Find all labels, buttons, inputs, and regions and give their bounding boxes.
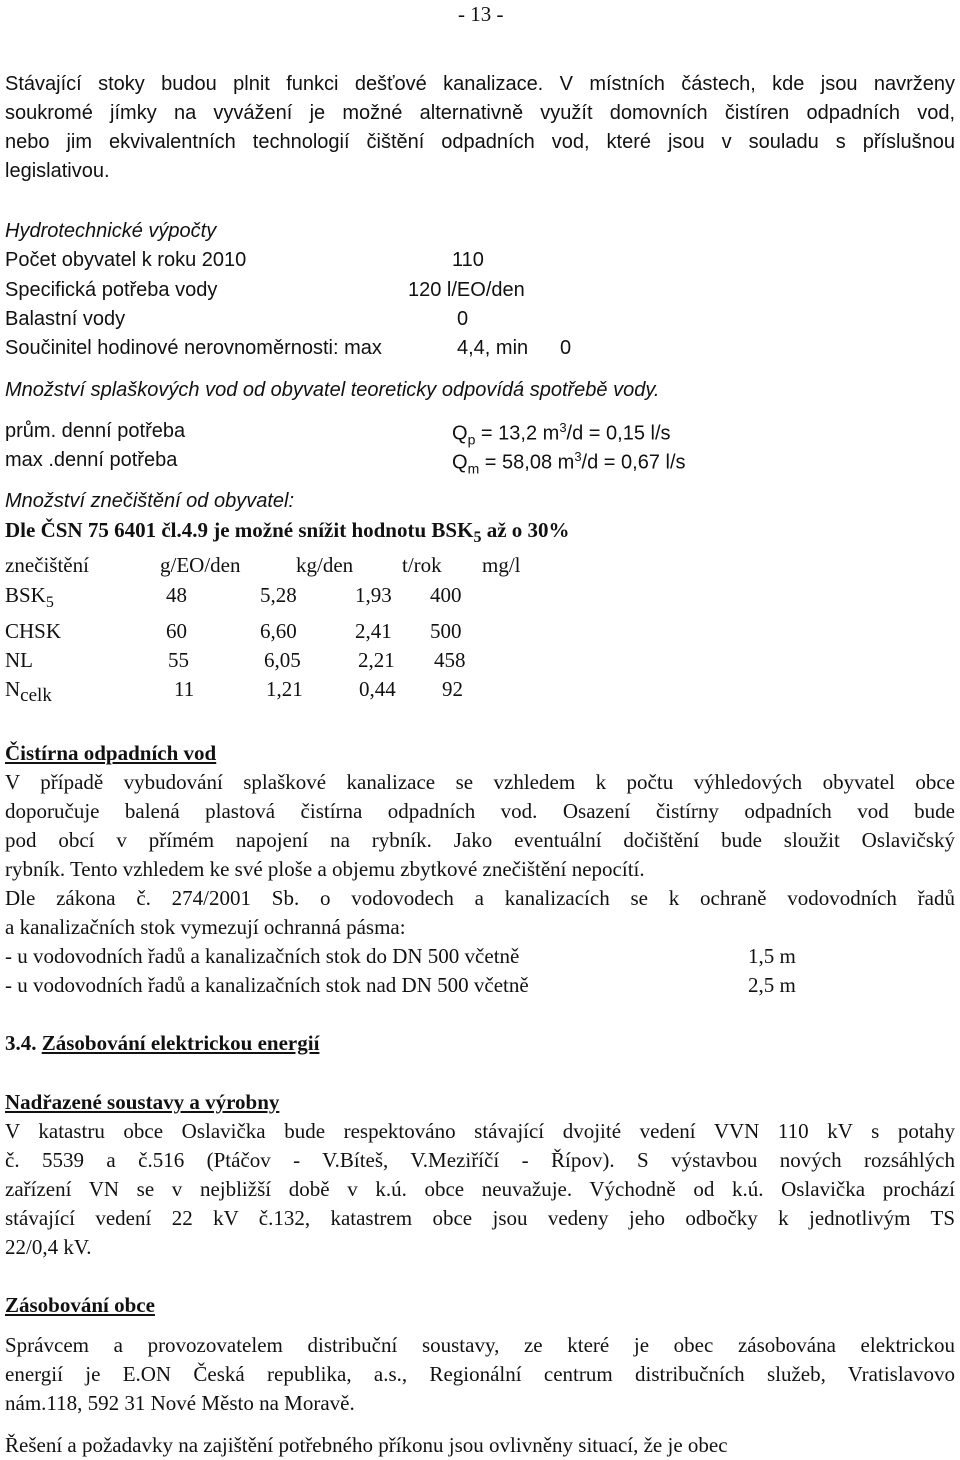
zasobovani-line: Správcem a provozovatelem distribuční soustavy, ze které je obec zásobována elektrickou (5, 1333, 955, 1357)
hydro-row-label: Specifická potřeba vody (5, 279, 218, 301)
table-header: kg/den (296, 553, 354, 577)
nadrazene-line: V katastru obce Oslavička bude respektováno stávající dvojité vedení VVN 110 kV s potahy (5, 1119, 955, 1143)
hydro-row-label: Počet obyvatel k roku 2010 (5, 249, 247, 271)
law-line-2: a kanalizačních stok vymezují ochranná pásma: (5, 915, 406, 939)
max-demand-formula: $Q_m = 58,08$ $m^3/d = 0,67$ l/s (452, 449, 686, 477)
nadrazene-line: zařízení VN se v nejbližší době v k.ú. obce neuvažuje. Východně od k.ú. Oslavička prochází (5, 1177, 955, 1201)
hydro-row-value: 120 l/EO/den (408, 279, 525, 301)
intro-line-3: nebo jim ekvivalentních technologií čištění odpadních vod, které jsou v souladu s příslušnou (5, 131, 955, 153)
page-number: - 13 - (458, 2, 504, 26)
table-cell: 1,21 (266, 677, 303, 701)
table-cell: 500 (430, 619, 462, 643)
nadrazene-line: č. 5539 a č.516 (Ptáčov - V.Bíteš, V.Meziříčí - Řípov). S výstavbou nových rozsáhlých (5, 1148, 955, 1172)
table-cell: 458 (434, 648, 466, 672)
table-cell: 2,41 (355, 619, 392, 643)
intro-line-4: legislativou. (5, 160, 110, 182)
table-header: mg/l (482, 553, 521, 577)
section-heading (5, 1031, 319, 1056)
pollution-heading: Množství znečištění od obyvatel: (5, 490, 295, 512)
csn-note: Dle ČSN 75 6401 čl.4.9 je možné snížit hodnotu $BSK_5$ až o 30% (5, 518, 570, 547)
zasobovani-line: nám.118, 592 31 Nové Město na Moravě. (5, 1391, 355, 1415)
hydro-row-value: 110 (452, 249, 484, 271)
table-cell: 60 (166, 619, 187, 643)
law-line: Dle zákona č. 274/2001 Sb. o vodovodech a kanalizacích se k ochraně vodovodních řadů (5, 886, 955, 910)
table-cell: 2,21 (358, 648, 395, 672)
table-cell: 11 (174, 677, 195, 701)
zasobovani-line: energií je E.ON Česká republika, a.s., Regionální centrum distribučních služeb, Vratislavovo (5, 1362, 955, 1386)
protection-zone-value: 2,5 m (748, 973, 796, 997)
hydro-heading: Hydrotechnické výpočty (5, 220, 217, 242)
sewage-note: Množství splaškových vod od obyvatel teoreticky odpovídá spotřebě vody. (5, 379, 660, 401)
table-cell: 400 (430, 583, 462, 607)
table-cell-name: $N_{celk}$ (5, 677, 52, 707)
table-header: t/rok (402, 553, 442, 577)
cistirna-line: rybník. Tento vzhledem ke své ploše a objemu zbytkové znečištění nepocítí. (5, 857, 645, 881)
cistirna-heading: Čistírna odpadních vod (5, 741, 217, 765)
max-demand-label: max .denní potřeba (5, 449, 178, 471)
zasobovani-heading: Zásobování obce (5, 1293, 155, 1317)
hydro-row-value: 0 (457, 308, 469, 330)
table-cell: 48 (166, 583, 187, 607)
section-number: 3.4. (5, 1031, 37, 1055)
hydro-row-value-min: 0 (560, 337, 572, 359)
intro-line-2: soukromé jímky na vyvážení je možné alternativně využít domovních čistíren odpadních vod, (5, 102, 955, 124)
table-cell-name: CHSK (5, 619, 62, 643)
avg-demand-label: prům. denní potřeba (5, 420, 186, 442)
nadrazene-line: 22/0,4 kV. (5, 1235, 92, 1259)
protection-zone-value: 1,5 m (748, 944, 796, 968)
table-header: g/EO/den (160, 553, 241, 577)
table-cell: 6,60 (260, 619, 297, 643)
nadrazene-line: stávající vedení 22 kV č.132, katastrem obce jsou vedeny jeho odbočky k jednotlivým TS (5, 1206, 955, 1230)
hydro-row-value: 4,4, min (457, 337, 529, 359)
table-cell: 0,44 (359, 677, 396, 701)
section-title: Zásobování elektrickou energií (41, 1031, 320, 1055)
nadrazene-heading: Nadřazené soustavy a výrobny (5, 1090, 280, 1114)
avg-demand-formula: $Q_p = 13,2$ $m^3/d = 0,15$ l/s (452, 420, 671, 448)
cistirna-line: doporučuje balená plastová čistírna odpadních vod. Osazení čistírny odpadních vod bude (5, 799, 955, 823)
table-cell-name: NL (5, 648, 33, 672)
protection-zone-text: - u vodovodních řadů a kanalizačních stok nad DN 500 včetně (5, 973, 529, 997)
intro-line-1: Stávající stoky budou plnit funkci dešťové kanalizace. V místních částech, kde jsou navrženy (5, 73, 955, 95)
table-cell: 92 (442, 677, 463, 701)
protection-zone-text: - u vodovodních řadů a kanalizačních stok do DN 500 včetně (5, 944, 520, 968)
table-cell: 5,28 (260, 583, 297, 607)
cistirna-line: V případě vybudování splaškové kanalizace se vzhledem k počtu výhledových obyvatel obce (5, 770, 955, 794)
table-cell-name: $BSK_5$ (5, 583, 54, 612)
cistirna-line: pod obcí v přímém napojení na rybník. Jako eventuální dočištění bude sloužit Oslavičský (5, 828, 955, 852)
table-cell: 6,05 (264, 648, 301, 672)
table-header: znečištění (5, 553, 89, 577)
table-cell: 1,93 (355, 583, 392, 607)
hydro-row-label: Součinitel hodinové nerovnoměrnosti: max (5, 337, 382, 359)
table-cell: 55 (168, 648, 189, 672)
hydro-row-label: Balastní vody (5, 308, 126, 330)
final-line: Řešení a požadavky na zajištění potřebného příkonu jsou ovlivněny situací, že je obec (5, 1433, 728, 1457)
